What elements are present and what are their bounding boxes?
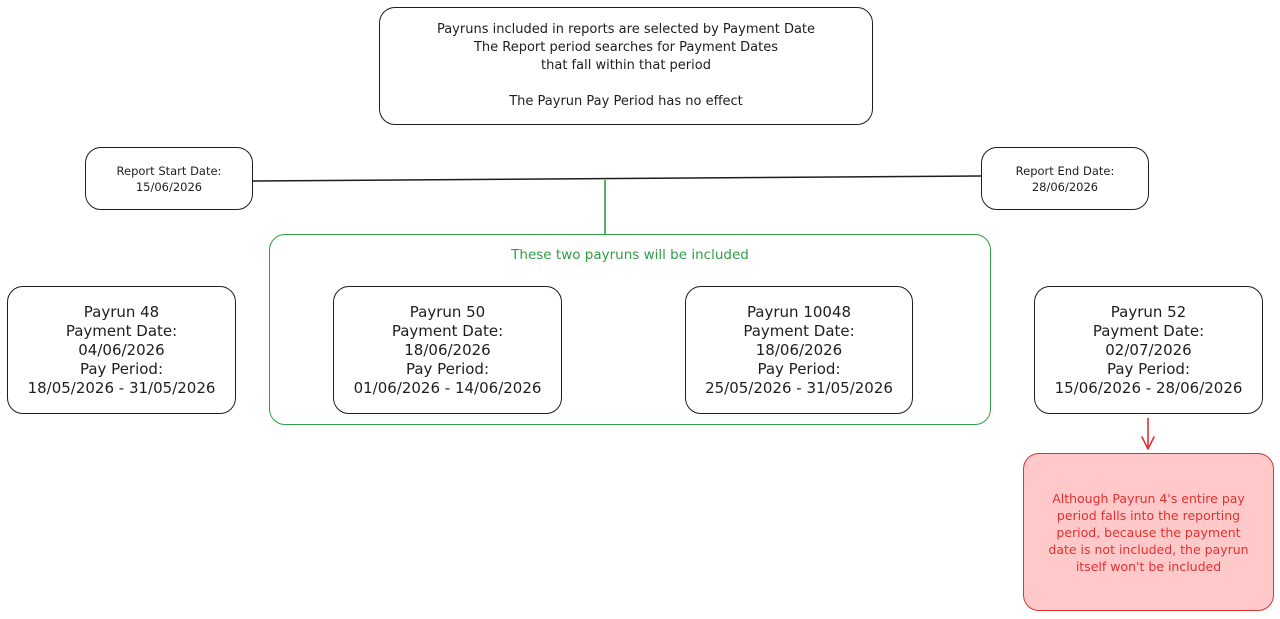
note-line-5: itself won't be included (1075, 558, 1222, 574)
note-line-1: Although Payrun 4's entire pay (1052, 490, 1245, 506)
report-end-date: 28/06/2026 (1031, 179, 1099, 194)
report-start-date-box (85, 147, 253, 210)
payrun-name: Payrun 50 (409, 302, 486, 321)
pay-period-label: Pay Period: (405, 359, 490, 378)
intro-line-1: Payruns included in reports are selected by Payment Date (436, 22, 816, 37)
intro-explanation-box (379, 7, 873, 125)
payment-date-label: Payment Date: (65, 321, 178, 340)
intro-line-3: that fall within that period (541, 58, 711, 73)
pay-period-label: Pay Period: (79, 359, 164, 378)
payment-date-value: 04/06/2026 (78, 340, 165, 359)
pay-period-value: 01/06/2026 - 14/06/2026 (353, 378, 542, 397)
report-end-date-box (981, 147, 1149, 210)
payment-date-label: Payment Date: (743, 321, 855, 340)
payment-date-value: 02/07/2026 (1105, 340, 1192, 359)
note-line-3: period, because the payment (1056, 524, 1241, 540)
payrun-name: Payrun 48 (83, 302, 160, 321)
intro-line-4: The Payrun Pay Period has no effect (509, 94, 743, 109)
pay-period-value: 15/06/2026 - 28/06/2026 (1054, 378, 1243, 397)
pay-period-value: 18/05/2026 - 31/05/2026 (27, 378, 216, 397)
pay-period-value: 25/05/2026 - 31/05/2026 (705, 378, 893, 397)
note-line-4: date is not included, the payrun (1048, 541, 1249, 557)
pay-period-label: Pay Period: (1106, 359, 1191, 378)
payrun-50-box (333, 286, 562, 414)
intro-line-2: The Report period searches for Payment Dates (473, 40, 779, 55)
payment-date-value: 18/06/2026 (404, 340, 491, 359)
payrun-10048-box (685, 286, 913, 414)
report-end-label: Report End Date: (1015, 163, 1115, 178)
pay-period-label: Pay Period: (757, 359, 841, 378)
report-period-line (253, 176, 981, 181)
payment-date-label: Payment Date: (391, 321, 504, 340)
payrun-48-box (7, 286, 236, 414)
report-start-label: Report Start Date: (116, 163, 222, 178)
payrun-52-box (1034, 286, 1263, 414)
report-start-date: 15/06/2026 (135, 179, 203, 194)
exclusion-note-box (1023, 453, 1274, 611)
note-line-2: period falls into the reporting (1056, 507, 1241, 523)
payment-date-value: 18/06/2026 (755, 340, 843, 359)
payrun-name: Payrun 52 (1110, 302, 1187, 321)
included-group-label: These two payruns will be included (511, 247, 749, 263)
payment-date-label: Payment Date: (1092, 321, 1205, 340)
payrun-name: Payrun 10048 (746, 302, 852, 321)
